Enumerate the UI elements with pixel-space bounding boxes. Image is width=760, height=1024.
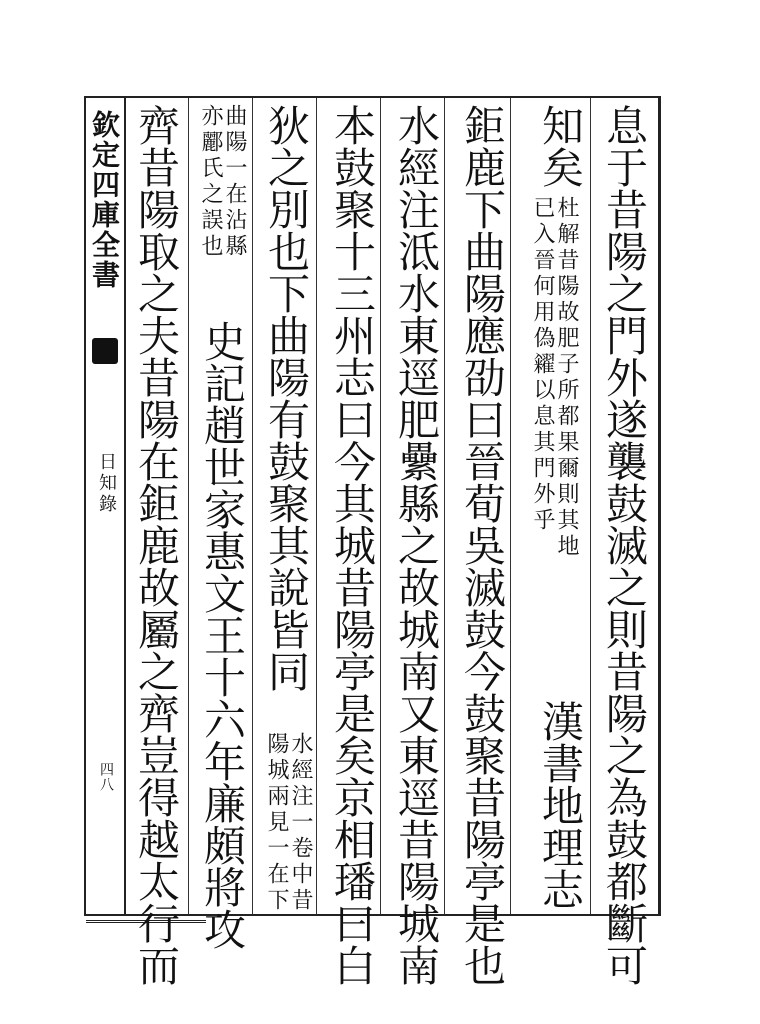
text-column-1	[600, 104, 649, 986]
annotation-left: 亦酈氏之誤也	[198, 104, 223, 260]
main-text: 齊昔陽取之夫昔陽在鉅鹿故屬之齊豈得越太行而	[132, 104, 181, 986]
text-column-7	[196, 104, 247, 950]
column-rule	[444, 98, 445, 914]
column-rule	[188, 98, 189, 914]
column-rule	[590, 98, 591, 914]
text-column-3	[458, 104, 507, 986]
frame-left-border	[84, 96, 86, 916]
frame-top-border	[84, 96, 660, 98]
book-title: 日知錄	[96, 452, 117, 515]
main-text: 知矣	[536, 104, 585, 188]
main-text: 息于昔陽之門外遂襲鼓滅之則昔陽之為鼓都斷可	[600, 104, 649, 986]
annotation-left: 已入晉何用偽糴以息其門外乎	[530, 196, 555, 534]
fish-tail-mark-icon	[92, 338, 118, 364]
text-column-4	[392, 104, 441, 986]
text-column-6	[262, 104, 313, 914]
main-text: 史記趙世家惠文王十六年廉頗將攻	[198, 320, 247, 950]
column-rule	[252, 98, 253, 914]
annotation-left: 陽城兩見一在下	[264, 732, 289, 914]
main-text-continued: 漢書地理志	[536, 700, 585, 910]
annotation-right: 杜解昔陽故肥子所都果爾則其地	[554, 196, 579, 560]
main-text: 鉅鹿下曲陽應劭曰晉荀吳滅鼓今鼓聚昔陽亭是也	[458, 104, 507, 986]
column-rule	[510, 98, 511, 914]
text-column-8	[132, 104, 181, 986]
text-column-5	[328, 104, 377, 986]
page-number: 四八	[98, 762, 114, 792]
main-text: 水經注泜水東逕肥纍縣之故城南又東逕昔陽城南	[392, 104, 441, 986]
main-text: 狄之別也下曲陽有鼓聚其說皆同	[262, 104, 311, 692]
text-column-2	[530, 104, 585, 912]
frame-right-border	[658, 96, 661, 916]
column-rule	[316, 98, 317, 914]
collection-title: 欽定四庫全書	[88, 110, 121, 290]
main-text: 本鼓聚十三州志曰今其城昔陽亭是矣京相璠曰白	[328, 104, 377, 986]
column-rule	[380, 98, 381, 914]
annotation-right: 水經注一卷中昔	[288, 732, 313, 914]
gutter-divider	[124, 96, 126, 916]
annotation-right: 曲陽一在沾縣	[222, 104, 247, 260]
